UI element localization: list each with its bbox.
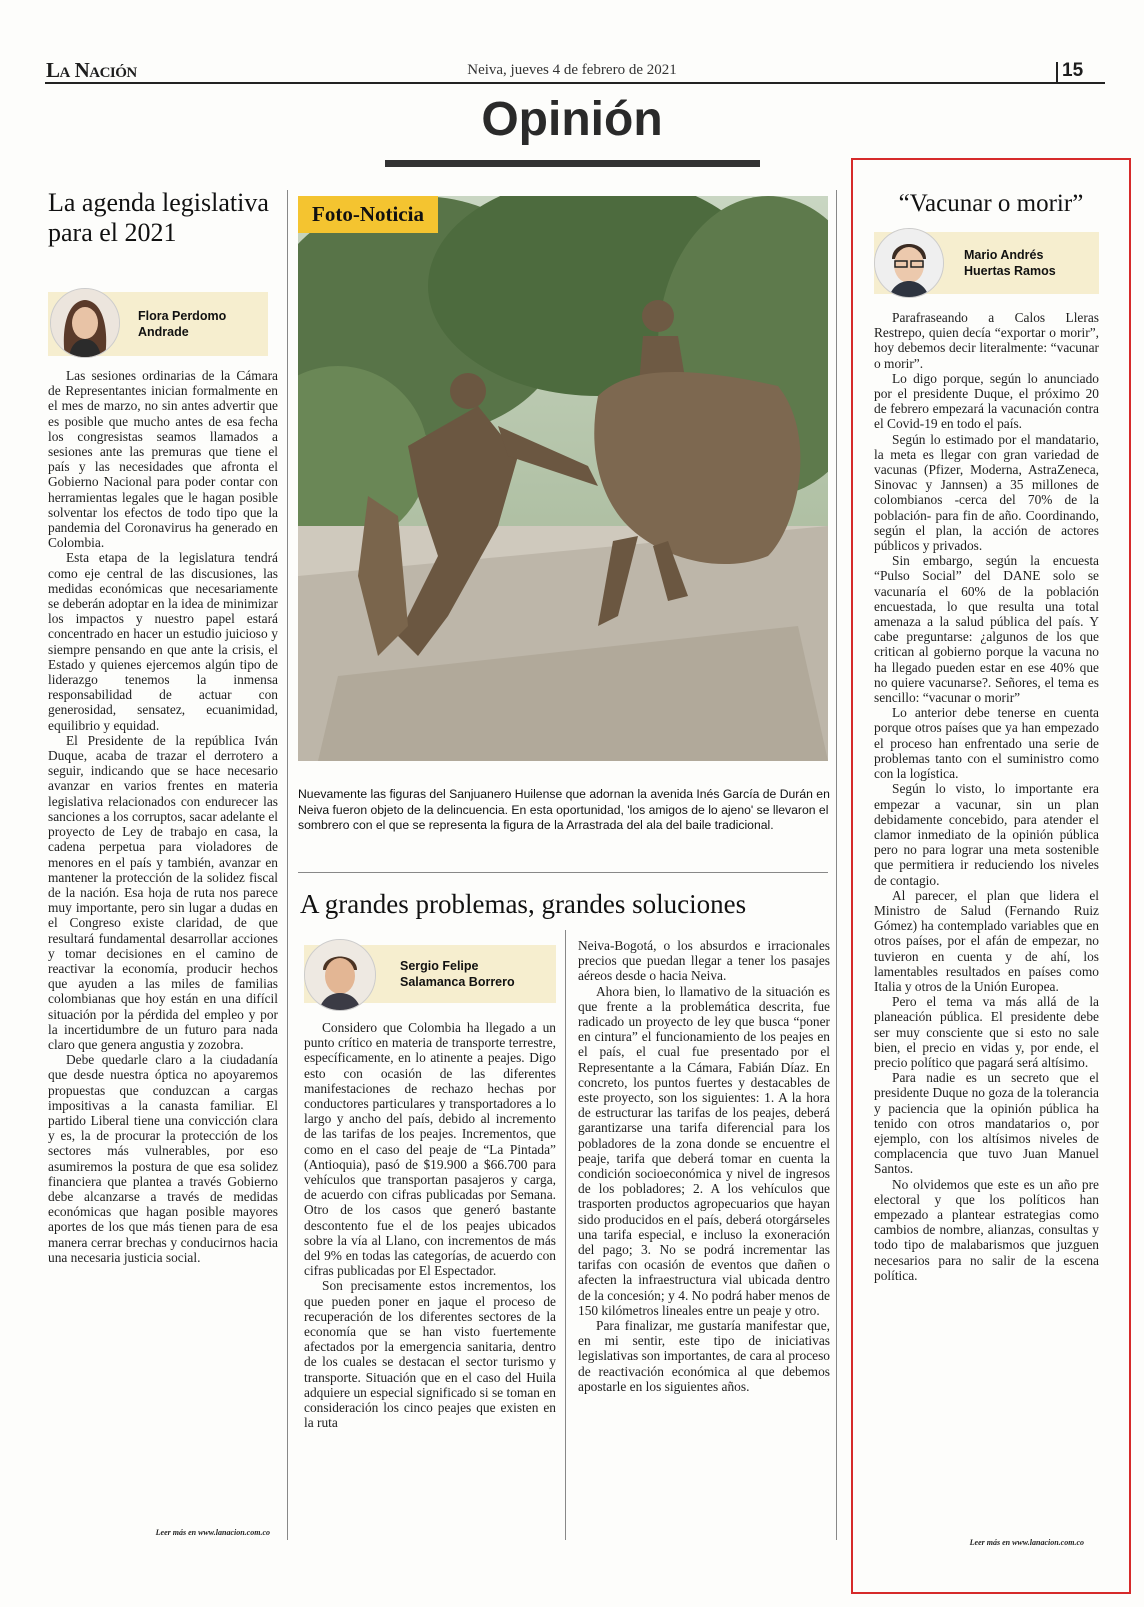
author-portrait-icon (875, 229, 943, 297)
section-underline (385, 160, 760, 167)
center-article-body-col1 (304, 1020, 556, 1430)
newspaper-logo: La Nación (46, 58, 137, 82)
paragraph: Lo digo porque, según lo anunciado por el presidente Duque, el próximo 20 de febrero empezará la vacunación contra el Covid-19 en todo el país. (874, 370, 1099, 432)
paragraph: Las sesiones ordinarias de la Cámara de Representantes inician formalmente en el mes de marzo, no sin antes advertir que es posible que mucho antes de esa fecha los congresistas seamos llamados a sesiones ante las premuras que tiene el país y las necesidades que afronta el Gobierno Nacional para poder contar con herramientas legales que le hagan posible solventar los efectos de todo tipo que la pandemia del Coronavirus ha generado en Colombia. (48, 368, 278, 551)
center-article (300, 890, 830, 920)
paragraph: Según lo visto, lo importante era empezar a vacunar, sin un plan debidamente concebido, para atender el clamor inmediato de la opinión pública pero no para lograr una meta sostenible que permitiera ir reduciendo los niveles de contagio. (874, 781, 1099, 888)
column-divider (565, 930, 566, 1540)
article-headline: A grandes problemas, grandes soluciones (300, 889, 747, 919)
section-divider (298, 872, 828, 873)
paragraph: Esta etapa de la legislatura tendrá como eje central de las discusiones, las medidas económicas que necesariamente se deberán adoptar en la idea de minimizar los impactos y nuestro papel estará concentrado en hacer un estudio juicioso y siempre pensando en que ante la crisis, el Estado y quienes ejercemos algún tipo de liderazgo tenemos la inmensa responsabilidad de actuar con generosidad, sensatez, ecuanimidad, equilibrio y equidad. (48, 550, 278, 733)
paragraph: Parafraseando a Calos Lleras Restrepo, quien decía “exportar o morir”, hoy debemos decir literalmente: “vacunar o morir”. (874, 310, 1099, 371)
article-headline: La agenda legislativa para el 2021 (48, 188, 269, 247)
section-title: Opinión (481, 93, 663, 146)
paragraph: Lo anterior debe tenerse en cuenta porque otros países que ya han empezado el proceso han enfrentado una serie de problemas tanto con el suministro como con la logística. (874, 705, 1099, 782)
photo-news-label: Foto-Noticia (298, 196, 438, 233)
dateline: Neiva, jueves 4 de febrero de 2021 (467, 62, 677, 78)
paragraph: Neiva-Bogotá, o los absurdos e irracionales precios que puedan llegar a tener los pasajes aéreos desde o hacia Neiva. (578, 938, 830, 984)
author-byline (874, 232, 1099, 294)
page-number: 15 (1062, 60, 1084, 81)
left-article-body (48, 368, 278, 1265)
paragraph: Son precisamente estos incrementos, los que pueden poner en jaque el proceso de recuperación de los diferentes sectores de la economía que se han visto fuertemente afectados por la emergencia sanitaria, dentro de los cuales se destacan el sector turismo y transporte. Situación que en el caso del Huila adquiere un especial significado si se toman en consideración los cinco peajes que existen en la ruta (304, 1278, 556, 1431)
paragraph: Para finalizar, me gustaría manifestar que, en mi sentir, este tipo de iniciativas legislativas son importantes, de cara al proceso de reactivación económica al que debemos apostarle en los siguientes años. (578, 1318, 830, 1394)
left-article (48, 188, 278, 248)
photo-caption: Nuevamente las figuras del Sanjuanero Huilense que adornan la avenida Inés García de Durán en Neiva fueron objeto de la delincuencia. En esta oportunidad, 'los amigos de lo ajeno' se llevaron el sombrero con el que se representa la figura de la Arrastrada del ala del baile tradicional. (298, 787, 830, 832)
paragraph: Ahora bien, lo llamativo de la situación es que frente a la problemática descrita, fue radicado un proyecto de ley que busca “poner en cintura” el funcionamiento de los peajes en el país, el cual fue presentado por el Representante a la Cámara, Fabián Díaz. En concreto, los puntos fuertes y destacables de este proyecto, son los siguientes: 1. A la hora de estructurar las tarifas de los peajes, deberá garantizarse una tarifa diferencial para los pobladores de la zona donde se encuentre el peaje, tarifa que deberá tomar en cuenta la condición socioeconómica y nivel de ingresos de los pobladores; 2. A los vehículos que trasporten productos agropecuarios que hayan sido producidos en el país, deberá otorgárseles una tarifa especial, e incluso la exoneración del pago; 3. No se podrá incrementar las tarifas con ocasión de eventos que dañen o afecten la infraestructura vial ubicada dentro de la concesión; y 4. No podrá haber menos de 150 kilómetros lineales entre un peaje y otro. (578, 983, 830, 1318)
author-photo (50, 288, 120, 358)
center-article-body-col2 (578, 938, 830, 1394)
paragraph: Pero el tema va más allá de la planeación pública. El presidente debe ser muy consciente que si esto no sale bien, el precio en vidas y, por ende, el precio político que pagará será altísimo. (874, 994, 1099, 1070)
paragraph: Sin embargo, según la encuesta “Pulso Social” del DANE solo se vacunaría el 60% de la población encuestada, lo que resulta una total amenaza a la salud pública del país. Y cabe preguntarse: ¿algunos de los que critican al gobierno porque la vacuna no ha llegado pueden estar en ese 40% que no quiere vacunarse?. Señores, el tema es sencillo: “vacunar o morir” (874, 553, 1099, 706)
author-photo (874, 228, 944, 298)
paragraph: El Presidente de la república Iván Duque, acaba de trazar el derrotero a seguir, indicando que se hace necesario avanzar en varios frentes en materia legislativa relacionados con endurecer las sanciones a los corruptos, sacar adelante el proyecto de Ley de trabajo en casa, la cadena perpetua para violadores de menores en el país y también, avanzar en mantener la protección de la solidez fiscal de la nación. Esa hoja de ruta nos parece muy importante, pero sin lugar a dudas en el Congreso existe claridad, de que resultará fundamental desarrollar acciones y tomar decisiones en el camino de reactivar la economía, producir hechos que ayuden a las miles de familias colombianas que hoy están en una difícil situación por la pérdida del empleo y por la incertidumbre de un futuro para nada claro que genera angustia y zozobra. (48, 732, 278, 1052)
paragraph: Según lo estimado por el mandatario, la meta es llegar con gran variedad de vacunas (Pfizer, Moderna, AstraZeneca, Sinovac y Jannsen) a 35 millones de colombianos -cerca del 70% de la población- para fin de año. Coordinando, según el plan, la acción de actores públicos y privados. (874, 431, 1099, 554)
author-name: Mario Andrés Huertas Ramos (964, 247, 1056, 278)
header-rule (45, 82, 1105, 84)
author-byline (48, 292, 268, 356)
author-photo (304, 939, 376, 1011)
read-more-link[interactable]: Leer más en www.lanacion.com.co (155, 1528, 270, 1537)
author-name: Sergio Felipe Salamanca Borrero (400, 958, 515, 989)
author-portrait-icon (305, 940, 375, 1010)
author-byline (304, 945, 556, 1003)
read-more-link[interactable]: Leer más en www.lanacion.com.co (969, 1538, 1084, 1547)
column-divider (287, 190, 288, 1540)
paragraph: Al parecer, el plan que lidera el Ministro de Salud (Fernando Ruiz Gómez) ha contemplado variables que en otros países, por el afán de empezar, no tuvieron en cuenta y de ahí, los lamentables resultados en países como Italia y otros de la Unión Europea. (874, 887, 1099, 994)
paragraph: Debe quedarle claro a la ciudadanía que desde nuestra óptica no apoyaremos propuestas que conduzcan a cargas impositivas a la canasta familiar. El partido Liberal tiene una convicción clara y es, la de procurar la protección de los sectores más vulnerables, por eso asumiremos la postura de que esa solidez financiera que plantea a través Gobierno debe alcanzarse a través de medidas económicas que hagan posible mayores aportes de los que más tienen para de esa manera cerrar brechas y conducirnos hacia una necesaria justicia social. (48, 1052, 278, 1265)
author-portrait-icon (51, 289, 119, 357)
sculpture-photo (298, 196, 828, 761)
article-headline: “Vacunar o morir” (898, 190, 1084, 217)
paragraph: No olvidemos que este es un año pre electoral y que los políticos han empezado a plantear estrategias como cambios de nombre, alianzas, consultas y todo tipo de malabarismos que juzguen necesarios para no salir de la escena política. (874, 1176, 1099, 1283)
right-article (866, 190, 1116, 218)
column-divider (836, 190, 837, 1540)
paragraph: Para nadie es un secreto que el presidente Duque no goza de la tolerancia y paciencia que la opinión pública ha tenido con otros mandatarios o, por ejemplo, con los altísimos niveles de complacencia que tuvo Juan Manuel Santos. (874, 1070, 1099, 1177)
right-article-body (874, 310, 1099, 1283)
paragraph: Considero que Colombia ha llegado a un punto crítico en materia de transporte terrestre, específicamente, en lo atinente a peajes. Digo esto con ocasión de las diferentes manifestaciones de rechazo hechas por conductores particulares y transportadores a lo largo y ancho del país, debido al incremento de las tarifas de los peajes. Incrementos, que como en el caso del peaje de “La Pintada” (Antioquia), pasó de $19.900 a $66.700 para vehículos que transportan pasajeros y carga, de acuerdo con cifras publicadas por Semana. Otro de los casos que generó bastante descontento fue el de los peajes ubicados sobre la vía al Llano, con incrementos de más del 9% en todas las categorías, de acuerdo con cifras publicadas por El Espectador. (304, 1020, 556, 1279)
author-name: Flora Perdomo Andrade (138, 308, 227, 339)
photo-news-image (298, 196, 828, 761)
